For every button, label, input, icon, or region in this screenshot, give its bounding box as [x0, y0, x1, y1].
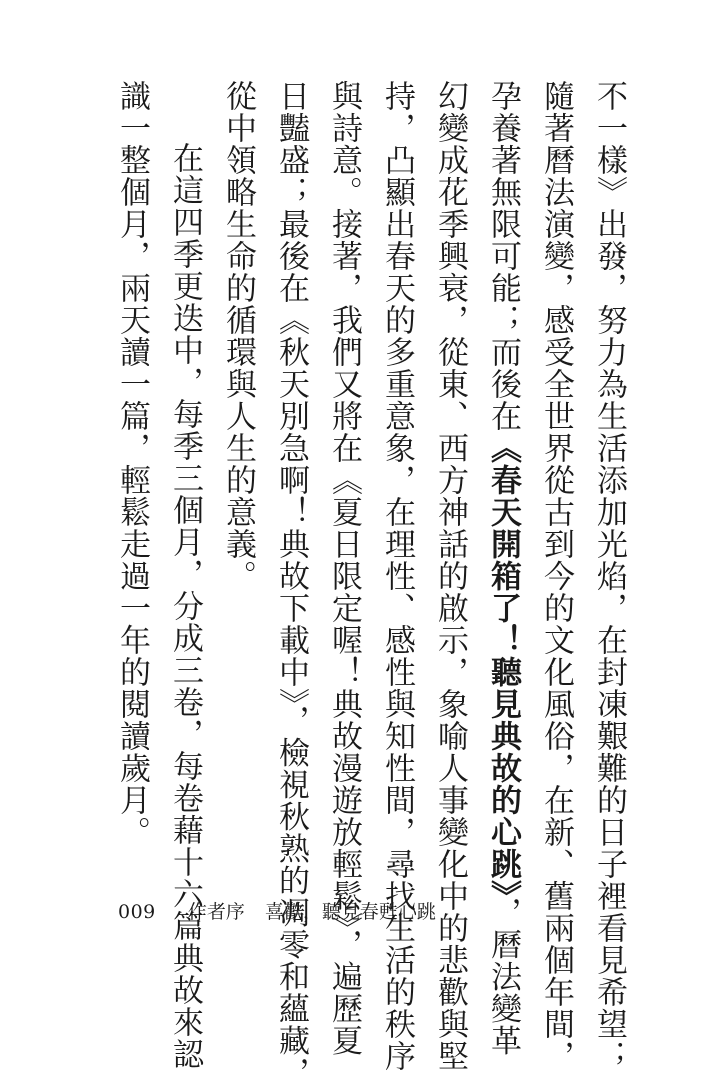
text-column-3 — [476, 80, 529, 1057]
running-head-title: 喜歡，聽見春甦心跳 — [264, 901, 436, 923]
text-column-7: 日豔盛；最後在《秋天別急啊！典故下載中》，檢視秋熟的凋零和蘊藏， — [273, 80, 309, 1089]
text-column-6: 與詩意。接著，我們又將在《夏日限定喔！典故漫遊放輕鬆》，遍歷夏 — [326, 80, 362, 1057]
text-column-3-start: 孕養著無限可能；而後在 — [485, 80, 521, 432]
page-footer — [118, 897, 436, 924]
bold-book-title: 《春天開箱了！聽見典故的心跳》 — [485, 432, 521, 897]
text-column-2: 隨著曆法演變，感受全世界從古到今的文化風俗，在新、舊兩個年間， — [538, 80, 574, 1072]
text-column-3-end: ，曆法變革 — [485, 896, 521, 1057]
running-head-section: 作者序 — [187, 901, 245, 923]
text-column-9: 在這四季更迭中，每季三個月，分成三卷，每卷藉十六篇典故來認 — [167, 142, 203, 1070]
text-column-4: 幻變成花季興衰，從東、西方神話的啟示，象喻人事變化中的悲歡與堅 — [432, 80, 468, 1072]
text-column-1: 不一樣》出發，努力為生活添加光焰，在封凍艱難的日子裡看見希望； — [591, 80, 627, 1072]
text-column-5: 持，凸顯出春天的多重意象，在理性、感性與知性間，尋找生活的秩序 — [379, 80, 415, 1072]
text-column-8: 從中領略生命的循環與人生的意義。 — [220, 80, 256, 592]
text-column-10: 識一整個月，兩天讀一篇，輕鬆走過一年的閱讀歲月。 — [114, 80, 150, 848]
page-number: 009 — [118, 901, 156, 923]
